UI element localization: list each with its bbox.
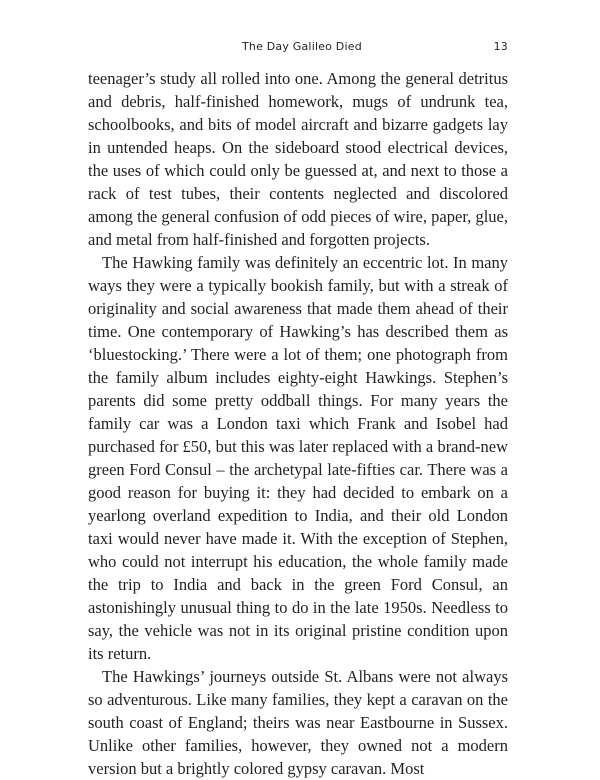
running-head (88, 40, 508, 58)
paragraph-hawking-family: The Hawking family was definitely an eccentric lot. In many ways they were a typically bookish family, but with a streak of originality and social awareness that made them ahead of their time. One contemporary of Hawking’s has described them as ‘bluestocking.’ There were a lot of them; one photograph from the family album includes eighty-eight Hawkings. Stephen’s parents did some pretty oddball things. For many years the family car was a London taxi which Frank and Isobel had purchased for £50, but this was later replaced with a brand-new green Ford Consul – the archetypal late-fifties car. There was a good reason for buying it: they had decided to embark on a yearlong overland expedition to India, and their old London taxi would never have made it. With the exception of Stephen, who could not interrupt his education, the whole family made the trip to India and back in the green Ford Consul, an astonishingly unusual thing to do in the late 1950s. Needless to say, the vehicle was not in its original pristine condition upon its return. (88, 253, 508, 663)
paragraph-continued: teenager’s study all rolled into one. Among the general detritus and debris, half-finished homework, mugs of undrunk tea, schoolbooks, and bits of model aircraft and bizarre gadgets lay in untended heaps. On the sideboard stood electrical devices, the uses of which could only be guessed at, and next to those a rack of test tubes, their contents neglected and discolored among the general confusion of odd pieces of wire, paper, glue, and metal from half-finished and forgotten projects. (88, 69, 508, 249)
running-title: The Day Galileo Died (242, 40, 362, 53)
paragraph-journeys: The Hawkings’ journeys outside St. Albans were not always so adventurous. Like many families, they kept a caravan on the south coast of England; theirs was near Eastbourne in Sussex. Unlike other families, however, they owned not a modern version but a brightly colored gypsy caravan. Most (88, 667, 508, 778)
page-number: 13 (493, 40, 508, 53)
body-text (88, 67, 508, 780)
